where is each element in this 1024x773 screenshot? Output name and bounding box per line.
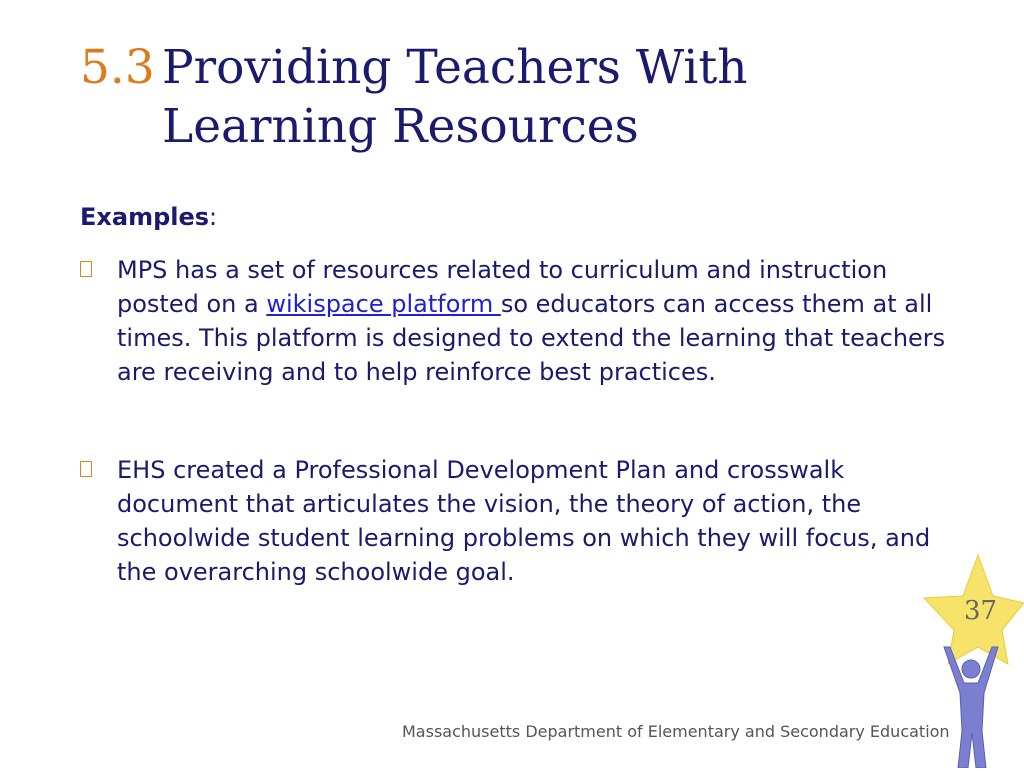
square-bullet-icon bbox=[80, 261, 92, 277]
page-number: 37 bbox=[964, 596, 998, 626]
bullet-text bbox=[117, 253, 960, 389]
section-number: 5.3 bbox=[80, 40, 155, 95]
examples-heading bbox=[80, 203, 217, 231]
slide-title bbox=[80, 38, 840, 156]
wikispace-link[interactable]: wikispace platform bbox=[266, 290, 501, 318]
bullet-text-before-link: MPS has a set of resources related to curriculum and instruction posted on a bbox=[117, 256, 888, 318]
examples-label: Examples bbox=[80, 203, 210, 231]
title-line-2: Learning Resources bbox=[162, 99, 639, 154]
bullet-text: EHS created a Professional Development Plan and crosswalk document that articulates the vision, the theory of action, the schoolwide student learning problems on which they will focus, and the overarching schoolwide goal. bbox=[117, 456, 931, 586]
bullet-item bbox=[80, 253, 960, 389]
person-figure bbox=[944, 647, 998, 768]
examples-colon: : bbox=[209, 203, 218, 231]
bullet-item bbox=[80, 453, 960, 589]
square-bullet-icon bbox=[80, 461, 92, 477]
title-line-1: Providing Teachers With bbox=[162, 40, 748, 95]
footer-text: Massachusetts Department of Elementary and Secondary Education bbox=[402, 722, 950, 741]
bullet-text-after-link: so educators can access them at all times. This platform is designed to extend the learning that teachers are receiving and to help reinforce best practices. bbox=[117, 290, 946, 386]
